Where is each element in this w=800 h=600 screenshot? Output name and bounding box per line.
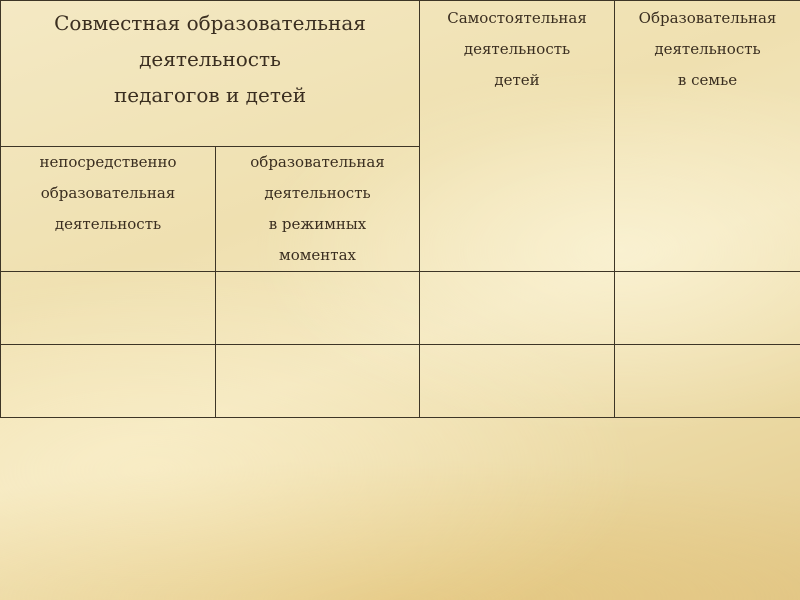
header-independent-activity: [420, 1, 615, 272]
table-cell: [216, 345, 420, 418]
header-joint-activity-line-1: Совместная образовательная: [54, 11, 366, 35]
table-row: [1, 345, 800, 418]
header-routine-activity-line-4: моментах: [279, 246, 356, 264]
header-direct-activity-line-3: деятельность: [54, 215, 162, 233]
header-family-activity-line-3: в семье: [677, 71, 738, 89]
table-cell: [420, 345, 615, 418]
table-row: [1, 272, 800, 345]
header-row-1: [1, 1, 800, 147]
header-independent-activity-line-3: детей: [494, 71, 540, 89]
header-independent-activity-line-1: Самостоятельная: [447, 9, 587, 27]
header-routine-activity-line-3: в режимных: [268, 215, 367, 233]
header-family-activity-line-1: Образовательная: [638, 9, 777, 27]
header-independent-activity-line-2: деятельность: [463, 40, 571, 58]
table-cell: [216, 272, 420, 345]
header-direct-activity-line-2: образовательная: [40, 184, 176, 202]
header-family-activity-line-2: деятельность: [654, 40, 761, 58]
header-joint-activity-line-2: деятельность: [139, 47, 281, 71]
table-cell: [1, 345, 216, 418]
header-joint-activity-line-3: педагогов и детей: [113, 83, 307, 107]
header-routine-activity-line-1: образовательная: [250, 153, 385, 171]
header-routine-activity: [216, 147, 420, 272]
header-routine-activity-line-2: деятельность: [264, 184, 371, 202]
header-direct-activity-line-1: непосредственно: [39, 153, 177, 171]
header-family-activity: [615, 1, 800, 272]
table-cell: [615, 345, 800, 418]
header-direct-activity: [1, 147, 216, 272]
table-cell: [615, 272, 800, 345]
table-cell: [1, 272, 216, 345]
table-cell: [420, 272, 615, 345]
header-joint-activity: [1, 1, 420, 147]
